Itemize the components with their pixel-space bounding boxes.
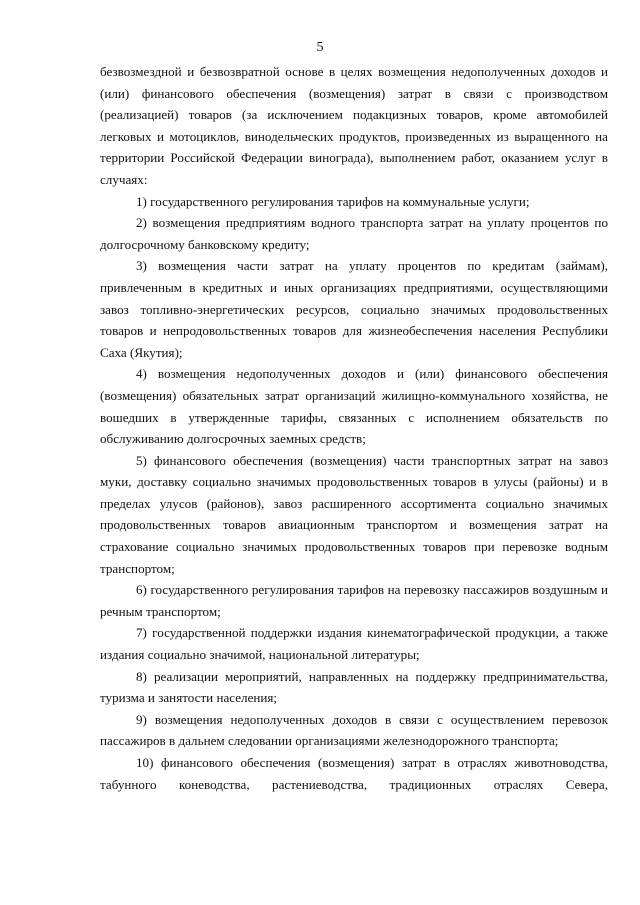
- list-item-9: 9) возмещения недополученных доходов в связи с осуществлением перевозок пассажиров в дальнем следовании организациями железнодорожного транспорта;: [100, 711, 608, 749]
- list-item-2: 2) возмещения предприятиям водного транспорта затрат на уплату процентов по долгосрочному банковскому кредиту;: [100, 215, 608, 252]
- list-item-8: 8) реализации мероприятий, направленных на поддержку предпринимательства, туризма и занятости населения;: [100, 668, 608, 706]
- list-item-4: 4) возмещения недополученных доходов и (или) финансового обеспечения (возмещения) обязательных затрат организаций жилищно-коммунального хозяйства, не вошедших в утвержденные тарифы, связанных с исполнением обязательств по обслуживанию долгосрочных заемных средств;: [100, 366, 608, 447]
- list-item-10: 10) финансового обеспечения (возмещения) затрат в отраслях животноводства, табунного коневодства, растениеводства, традиционных отраслях Севера,: [100, 755, 608, 792]
- page-number: 5: [316, 40, 324, 55]
- document-body: [100, 61, 608, 795]
- list-item-3: 3) возмещения части затрат на уплату процентов по кредитам (займам), привлеченным в кредитных и иных организациях предприятиями, осуществляющими завоз топливно-энергетических ресурсов, социально значимых продовольственных товаров и непродовольственных товаров для жизнеобеспечения населения Республики Саха (Якутия);: [100, 258, 608, 360]
- paragraph-intro: безвозмездной и безвозвратной основе в целях возмещения недополученных доходов и (или) финансового обеспечения (возмещения) затрат в связи с производством (реализацией) товаров (за исключением подакцизных товаров, кроме автомобилей легковых и мотоциклов, винодельческих продуктов, произведенных из выращенного на территории Российской Федерации винограда), выполнением работ, оказанием услуг в случаях:: [100, 64, 608, 187]
- list-item-6: 6) государственного регулирования тарифов на перевозку пассажиров воздушным и речным транспортом;: [100, 582, 608, 619]
- list-item-1: 1) государственного регулирования тарифов на коммунальные услуги;: [136, 193, 530, 209]
- list-item-7: 7) государственной поддержки издания кинематографической продукции, а также издания социально значимой, национальной литературы;: [100, 625, 608, 663]
- list-item-5: 5) финансового обеспечения (возмещения) части транспортных затрат на завоз муки, доставку социально значимых продовольственных товаров в улусы (районы) и в пределах улусов (районов), завоз расширенного ассортимента социально значимых продовольственных товаров авиационным транспортом и возмещения затрат на страхование социально значимых продовольственных товаров при перевозке водным транспортом;: [100, 452, 608, 576]
